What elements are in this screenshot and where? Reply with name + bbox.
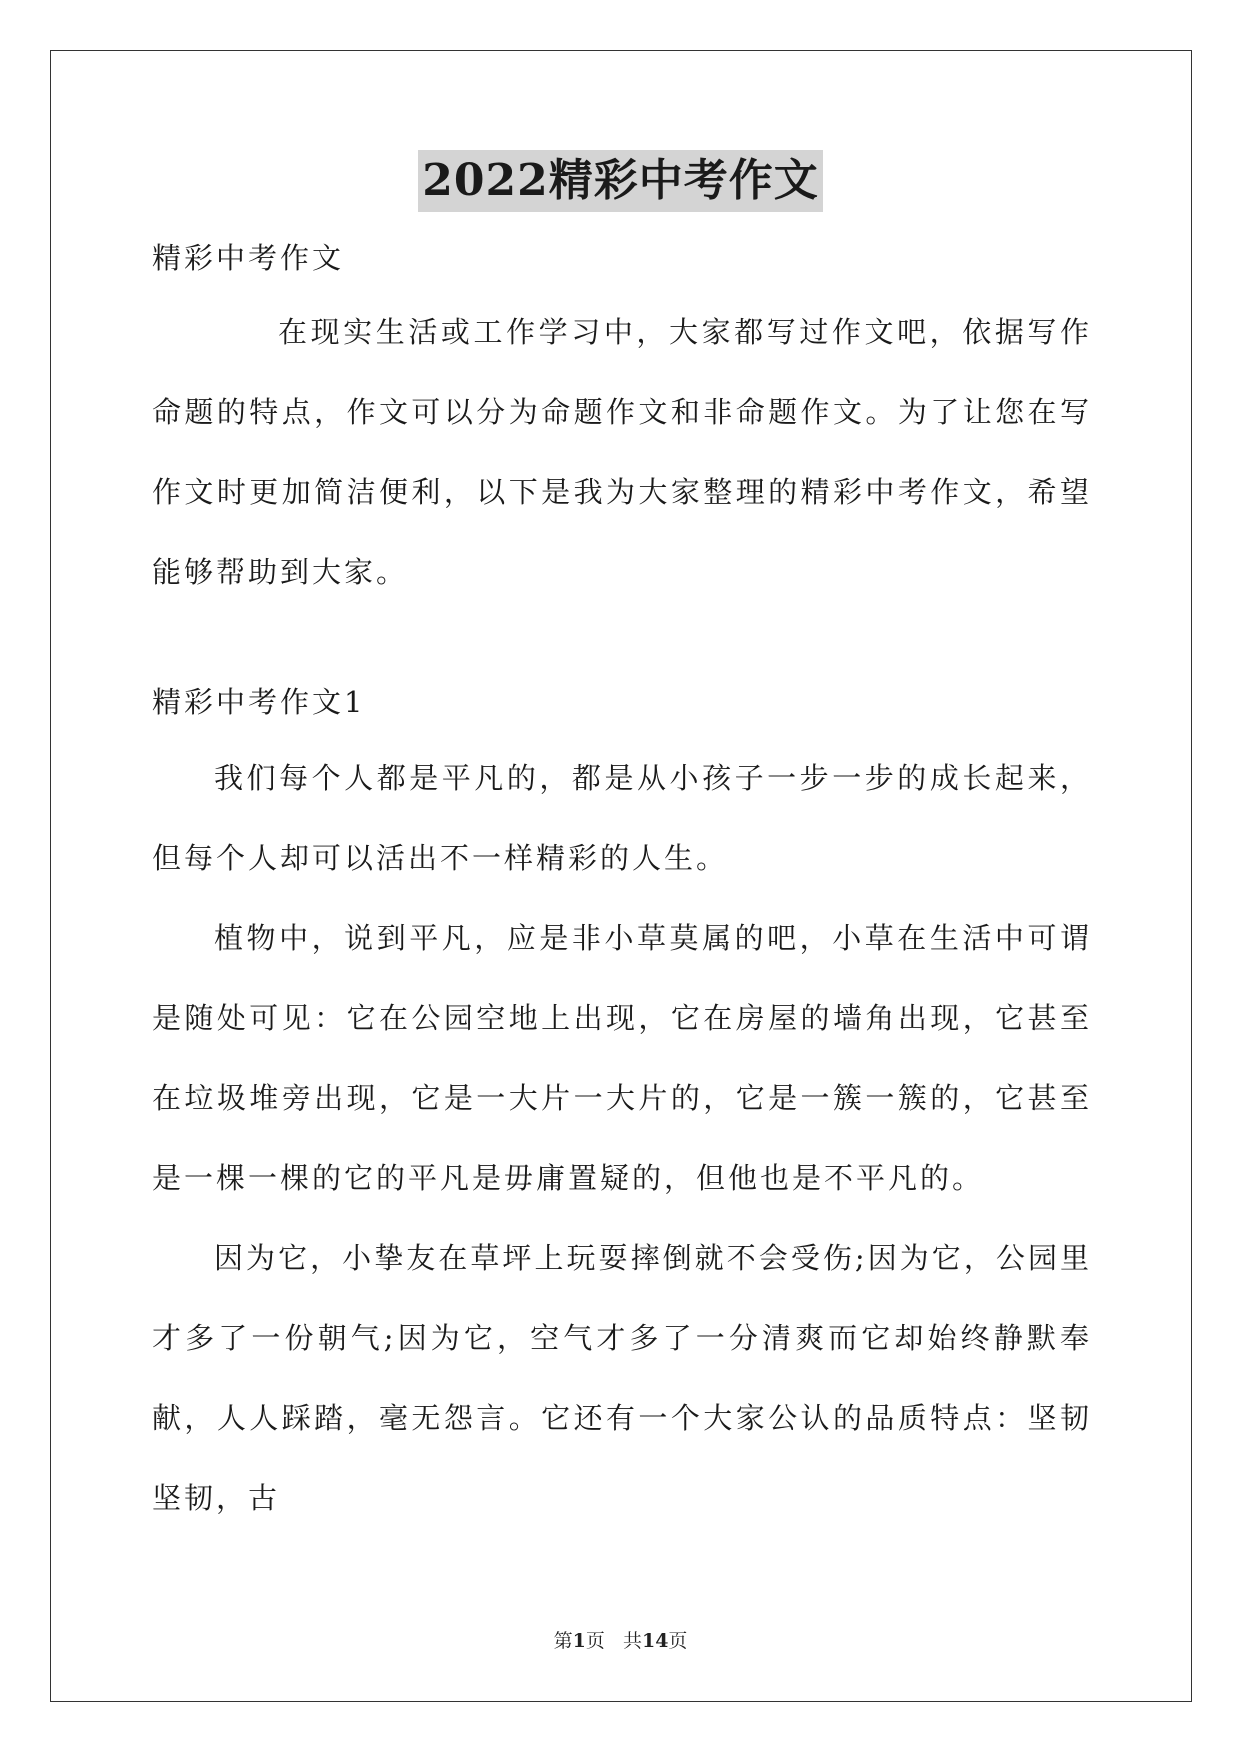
body-paragraph-1: 我们每个人都是平凡的，都是从小孩子一步一步的成长起来，但每个人却可以活出不一样精彩的人生。 bbox=[152, 761, 1092, 875]
intro-heading: 精彩中考作文 bbox=[152, 241, 345, 275]
body-paragraph-2: 植物中，说到平凡，应是非小草莫属的吧，小草在生活中可谓是随处可见：它在公园空地上出现，它在房屋的墙角出现，它甚至在垃圾堆旁出现，它是一大片一大片的，它是一簇一簇的，它甚至是一棵一棵的它的平凡是毋庸置疑的，但他也是不平凡的。 bbox=[152, 921, 1092, 1195]
footer-total-prefix: 共 bbox=[622, 1630, 642, 1652]
title-container bbox=[0, 150, 1241, 212]
section-heading: 精彩中考作文1 bbox=[152, 685, 366, 719]
body-paragraph-3: 因为它，小挚友在草坪上玩耍摔倒就不会受伤;因为它，公园里才多了一份朝气;因为它，空气才多了一分清爽而它却始终静默奉献，人人踩踏，毫无怨言。它还有一个大家公认的品质特点：坚韧坚韧，古 bbox=[152, 1241, 1092, 1515]
intro-block bbox=[152, 292, 1092, 612]
footer-total-pages: 14 bbox=[641, 1630, 669, 1652]
intro-paragraph: 在现实生活或工作学习中，大家都写过作文吧，依据写作命题的特点，作文可以分为命题作文和非命题作文。为了让您在写作文时更加简洁便利，以下是我为大家整理的精彩中考作文，希望能够帮助到大家。 bbox=[152, 315, 1092, 589]
footer-total-suffix: 页 bbox=[668, 1630, 688, 1652]
footer-page-number: 1 bbox=[572, 1630, 586, 1652]
footer-prefix: 第 bbox=[553, 1630, 573, 1652]
article-body bbox=[152, 738, 1092, 1538]
document-title: 2022精彩中考作文 bbox=[418, 150, 822, 212]
footer-page-suffix: 页 bbox=[585, 1630, 605, 1652]
page-footer bbox=[0, 1628, 1241, 1654]
